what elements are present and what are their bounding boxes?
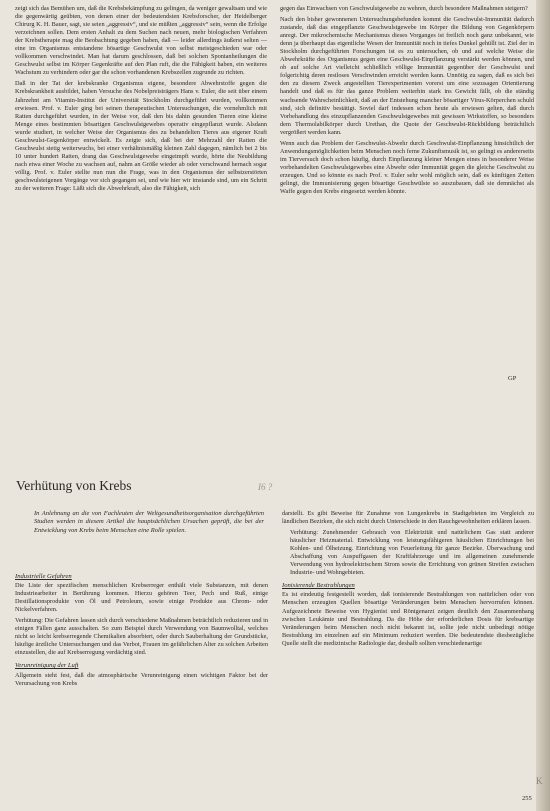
pencil-annotation: I6 ?: [258, 482, 273, 492]
paragraph: Die Liste der spezifischen menschlichen Krebserreger enthält viele Substanzen, mit denen Industriearbeiter in Berührung kommen. Hierzu gehören Teer, Pech und Ruß, einige Destillationsprodukte von Öl und Petroleum, sowie einige Produkte aus Chrom- oder Nickelverfahren.: [15, 582, 268, 614]
paragraph: Allgemein steht fest, daß die atmosphärische Verunreinigung einen wichtigen Faktor bei der Verursachung von Krebs: [15, 671, 268, 687]
article-column-4: [282, 510, 534, 806]
author-signature: GP: [508, 375, 517, 382]
section-heading: Verunreinigung der Luft: [15, 662, 79, 670]
article-column-3: [15, 568, 268, 806]
page-number: 255: [522, 795, 532, 802]
paragraph: Wenn auch das Problem der Geschwulst-Abwehr durch Geschwulst-Einpflanzung hinsichtlich der Anwendungsmöglichkeiten beim Menschen noch ferne Zukunftsmusik ist, so gelingt es andererseits im Tierversuch doch schon häufig, durch Einpflanzung kleiner Mengen eines in besonderer Weise vorbehandelten Geschwulstgewebes eine Abwehr oder Immunität gegen die gleiche Geschwulst zu erzeugen. Und so könnte es nach Prof. v. Euler sehr wohl möglich sein, daß es künftigen Zeiten gelingt, die Immunisierung gegen bösartige Geschwülste so auszubauen, daß sie demnächst als Waffe gegen den Krebs eingesetzt werden könnte.: [280, 139, 534, 196]
paragraph: Daß in der Tat der krebskranke Organismus eigene, besondere Abwehrstoffe gegen die Krebskrankheit ausbildet, haben Versuche des Nobelpreisträgers Hans v. Euler, die seit über einem Jahrzehnt am Vitamin-Institut der Universität Stockholm durchgeführt wurden, vollkommen erwiesen. Prof. v. Euler ging bei seinen therapeutischen Untersuchungen, die vornehmlich mit Ratten durchgeführt wurden, in der Weise vor, daß den bis dahin gesunden Tieren eine kleine Menge eines bestimmten bösartigen Geschwulstgewebes operativ eingepflanzt wurde. Alsdann wurde studiert, in welcher Weise der Organismus des zu behandelten Tieres aus eigener Kraft Geschwulst-Gegenkörper entwickelt. Es zeigte sich, daß bei der Mehrzahl der Ratten die Geschwulst stetig weiterwuchs, bei einer verhältnismäßig kleinen Zahl dagegen, nämlich bei 2 bis 10 unter hundert Ratten, drang das Geschwulstgewebe eingeimpft wurde, hörte die Neubildung nach etwa einer Woche zu wachsen auf, nahm an Größe wieder ab oder verschwand hernach sogar völlig. Prof. v. Euler stellte nun nun die Frage, was in den Organismus der selbstzerstörten geschwulsteigenen Vorgänge vor sich gegangen sei, und wie hier wir imstande sind, um ein Schritt zu der weiteren Frage: Läßt sich die Abwehrkraft, also die Fähigkeit, sich: [15, 80, 267, 193]
article-column-1: [15, 5, 267, 437]
paragraph: Es ist eindeutig festgestellt worden, daß ionisierende Bestrahlungen von natürlichen oder von Menschen erzeugten Quellen bösartige Veränderungen beim Menschen hervorrufen können. Aufgezeichnete Beweise von Hygienist und Röntgenarzt zeigen deutlich den Zusammenhang zwischen Leukämie und Bestrahlung. Da die Höhe der erforderlichen Dosis für krebsartige Veränderungen beim Menschen noch nicht bekannt ist, sollte jede nicht unbedingt nötige Bestrahlung im einzelnen auf ein Minimum reduziert werden. Die bedeutendste diesbezügliche Quelle stellt die medizinische Radiologie dar, deshalb sollten verschiedenartige: [282, 591, 534, 647]
paragraph: Verhütung: Die Gefahren lassen sich durch verschiedene Maßnahmen beträchtlich reduzieren und in einigen Fällen ganz ausschalten. So zum Beispiel durch Verwendung von Baumwolltal, welches nicht so leicht krebserregende Chemikalien absorbiert, oder durch Sauberhaltung der Grundstücke, häufige ärztliche Untersuchungen und das Verbot, Frauen im gefährlichen Alter zu solchen Arbeiten einzustellen, die auf Krebserregung verdächtig sind.: [15, 617, 268, 657]
section-heading: Ionisierende Bestrahlungen: [282, 582, 355, 590]
indented-paragraph: Verhütung: Zunehmender Gebrauch von Elektrizität und natürlichem Gas statt anderer häuslicher Heizmaterial. Entwicklung von leistungsfähigeren häuslichen Einrichtungen bei Kohlen- und Ölheizung. Einrichtung von Feuerleitung für ganze Bezirke. Überwachung und Abschaffung von Auspuffgasen der Kraftfahrzeuge und im allgemeinen zunehmende Verwendung von hydroelektrischem Strom sowie die Errichtung von grünen Streifen zwischen Industrie- und Wohngebieten.: [290, 529, 534, 577]
article-column-2: [280, 5, 534, 387]
paragraph: zeigt sich das Bemühen um, daß die Krebsbekämpfung zu gelingen, da weniger gewaltsam und wie die gegenwärtig geübten, von denen einer der bedeutendsten Krebsforscher, der Heidelberger Chirurg K. H. Bauer, sagt, sie seien „aggressiv“, und sie müßten „aggressiv“ sein, wenn die Erfolge verzeichnen sollen. Dem ersten Anhalt zu dem Suchen nach neuen, mehr biologischen Verfahren der Krebstherapie mag die Beobachtung gegeben haben, daß — leider allerdings äußerst selten — eine im Organismus entstandene bösartige Geschwulst von selbst meistgeschieden war oder vollkommen verschwindet. Man hat darum geschlossen, daß bei solchen Spontanheilungen die Geschwulst selbst im Körper Gegenkräfte auf den Plan ruft, die die Fähigkeit haben, ein weiteres Wachstum zu verhindern oder gar die schon vorhandenen Krebszellen zugrunde zu richten.: [15, 5, 267, 77]
section-heading: Industrielle Gefahren: [15, 573, 72, 580]
article-title: Verhütung von Krebs: [16, 478, 132, 493]
paragraph: darstellt. Es gibt Beweise für Zunahme von Lungenkrebs in Stadtgebieten im Vergleich zu ländlichen Bezirken, die sich nicht durch Unterschiede in den Rauchgewohnheiten erklären lassen.: [282, 510, 534, 526]
edge-stamp: K: [536, 776, 543, 786]
paragraph: gegen das Einwachsen von Geschwulstgewebe zu wehren, durch besondere Maßnahmen steigern?: [280, 5, 528, 12]
page-edge: [536, 0, 550, 811]
article-lead: In Anlehnung an die von Fachleuten der Weltgesundheitsorganisation durchgeführten Studien werden in diesem Artikel die hauptsächlichen Ursachen geprüft, die bei der Entwicklung von Krebs beim Menschen eine Rolle spielen.: [34, 510, 264, 534]
paragraph: Nach den bisher gewonnenen Untersuchungsbefunden kommt die Geschwulst-Immunität dadurch zustande, daß das eingepflanzte Geschwulstgewebe im Körper die Bildung von Gegenkörpern anregt. Der mikrochemische Mechanismus dieses Vorganges ist freilich noch ganz unbekannt, wie denn ja überhaupt das eigentliche Wesen der Immunität noch in tiefes Dunkel gehüllt ist. Ziel der in Stockholm durchgeführten Forschungen ist es zu untersuchen, ob und auf welche Weise die Abwehrkräfte des Organismus gegen eine Geschwulst-Einpflanzung verstärkt werden können, und ob auf solche Art vielleicht schließlich völlige Immunität gegenüber der Geschwulst und folgerichtig deren restloses Verschwinden erreicht werden kann. Unnötig zu sagen, daß es sich bei den zu diesem Zweck angestellten Tierexperimenten vorerst um eine sozusagen Orientierung handelt und daß es für das ganze Problem weiterhin stark ins Gewicht fällt, ob die ständig wachsende Wahrscheinlichkeit, daß an der Entstehung mancher bösartiger Virus-Körperchen schuld sind, sich definitiv bestätigt. Soviel darf indessen schon heute als erwiesen gelten, daß durch Vorbehandlung des einzupflanzenden Geschwulstgewebes mit gewissen Wirkstoffen, so besonders dem Thermolabilkörper durch Urethan, die Quote der Geschwulst-Rückbildung beträchtlich vergrößert werden kann.: [280, 16, 534, 136]
